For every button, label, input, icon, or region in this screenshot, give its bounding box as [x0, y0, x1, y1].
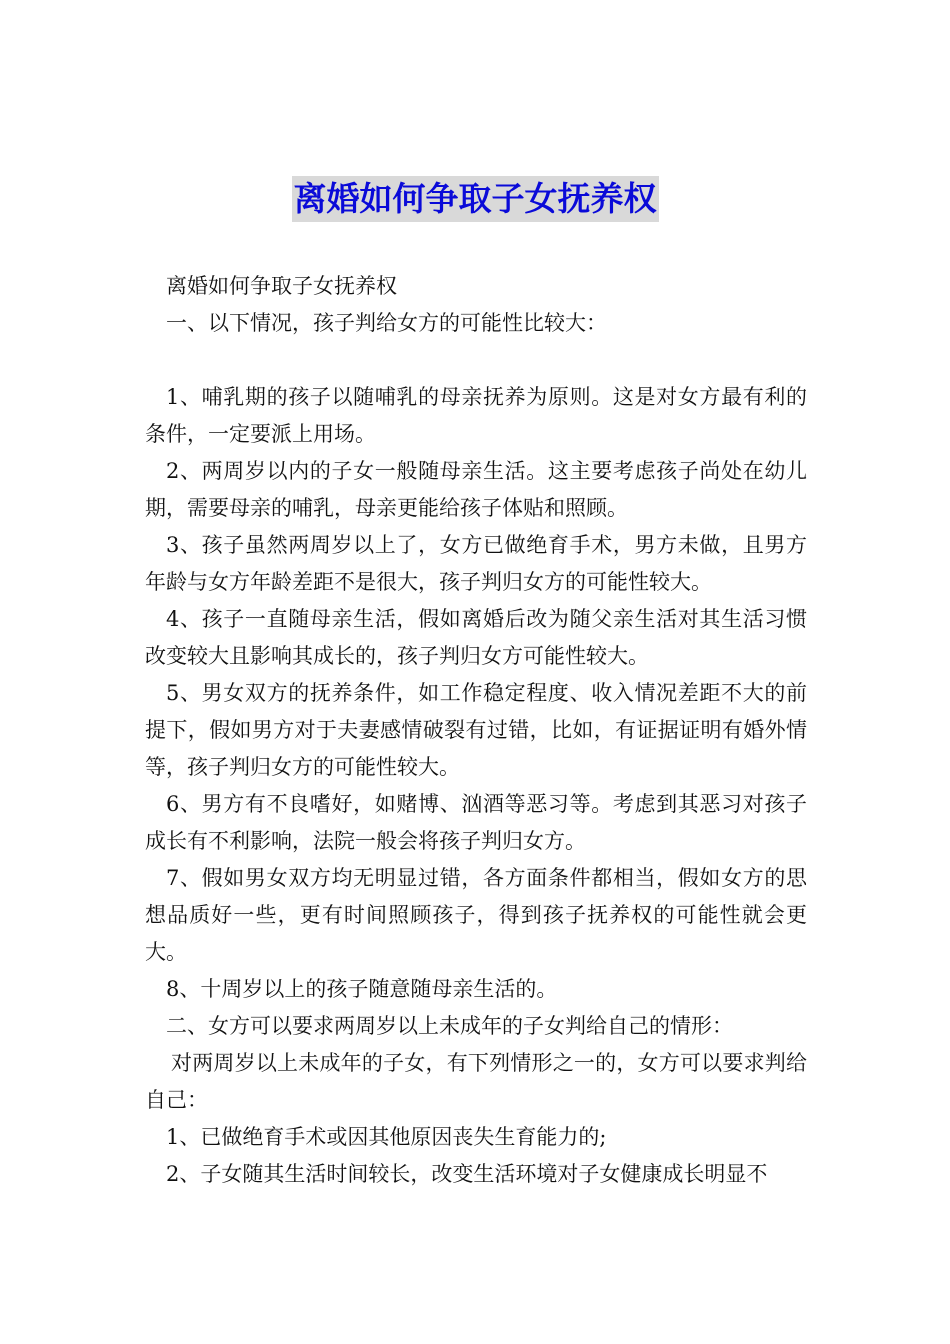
list-item: 2、两周岁以内的子女一般随母亲生活。这主要考虑孩子尚处在幼儿期，需要母亲的哺乳，母亲更能给孩子体贴和照顾。	[145, 459, 807, 520]
list-item: 1、哺乳期的孩子以随哺乳的母亲抚养为原则。这是对女方最有利的条件，一定要派上用场。	[145, 385, 807, 446]
document-body	[145, 268, 807, 1193]
list-item: 4、孩子一直随母亲生活，假如离婚后改为随父亲生活对其生活习惯改变较大且影响其成长的，孩子判归女方可能性较大。	[145, 607, 807, 668]
list-item: 6、男方有不良嗜好，如赌博、汹酒等恶习等。考虑到其恶习对孩子成长有不利影响，法院一般会将孩子判归女方。	[145, 792, 807, 853]
section-heading-1: 一、以下情况，孩子判给女方的可能性比较大：	[166, 311, 607, 335]
list-item: 7、假如男女双方均无明显过错，各方面条件都相当，假如女方的思想品质好一些，更有时间照顾孩子，得到孩子抚养权的可能性就会更大。	[145, 866, 807, 964]
list-item: 2、子女随其生活时间较长，改变生活环境对子女健康成长明显不	[166, 1162, 768, 1186]
list-item: 5、男女双方的抚养条件，如工作稳定程度、收入情况差距不大的前提下，假如男方对于夫妻感情破裂有过错，比如，有证据证明有婚外情等，孩子判归女方的可能性较大。	[145, 681, 807, 779]
list-item: 8、十周岁以上的孩子随意随母亲生活的。	[166, 977, 558, 1001]
list-item: 1、已做绝育手术或因其他原因丧失生育能力的;	[166, 1125, 607, 1149]
section-heading-2: 二、女方可以要求两周岁以上未成年的子女判给自己的情形：	[166, 1014, 733, 1038]
title-container	[0, 176, 950, 222]
paragraph-heading: 离婚如何争取子女抚养权	[166, 274, 397, 298]
blank-line	[145, 342, 807, 379]
list-item: 3、孩子虽然两周岁以上了，女方已做绝育手术，男方未做，且男方年龄与女方年龄差距不是很大，孩子判归女方的可能性较大。	[145, 533, 807, 594]
document-title: 离婚如何争取子女抚养权	[292, 176, 659, 222]
paragraph-intro: 对两周岁以上未成年的子女，有下列情形之一的，女方可以要求判给自己：	[145, 1051, 807, 1112]
